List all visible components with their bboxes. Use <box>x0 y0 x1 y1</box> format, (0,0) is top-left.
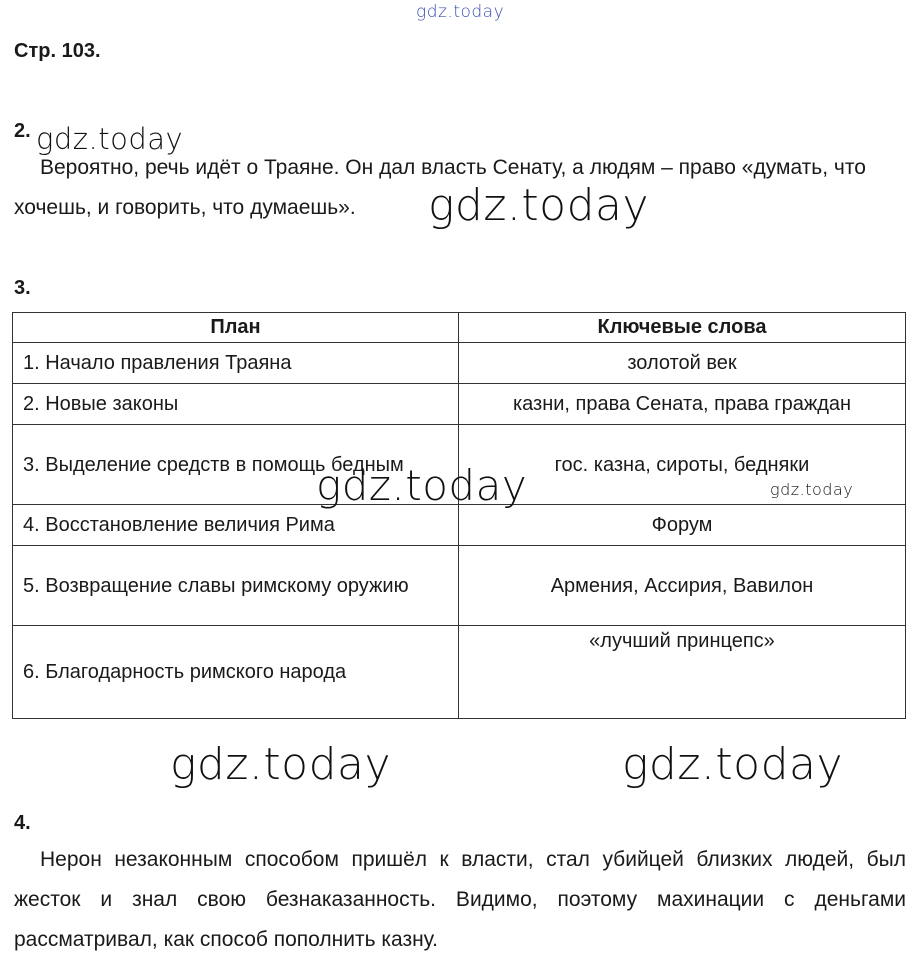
keywords-cell: казни, права Сената, права граждан <box>459 384 906 425</box>
plan-cell: 2. Новые законы <box>13 384 459 425</box>
plan-cell: 4. Восстановление величия Рима <box>13 505 459 546</box>
keywords-cell: Армения, Ассирия, Вавилон <box>459 546 906 626</box>
task2-number: 2. <box>14 120 31 142</box>
table-row <box>13 546 906 626</box>
page-header: Стр. 103. <box>14 40 101 62</box>
task3-number: 3. <box>14 277 31 299</box>
watermark: gdz.today <box>770 480 854 499</box>
watermark: gdz.today <box>622 739 844 790</box>
keywords-cell: золотой век <box>459 343 906 384</box>
task2-paragraph: Вероятно, речь идёт о Траяне. Он дал власть Сенату, а людям – право «думать, что хочешь, и говорить, что думаешь». <box>14 156 866 219</box>
table-header-row <box>13 313 906 343</box>
table-row <box>13 626 906 719</box>
watermark: gdz.today <box>36 122 184 156</box>
keywords-cell: гос. казна, сироты, бедняки <box>459 425 906 505</box>
table-row <box>13 505 906 546</box>
header-keywords: Ключевые слова <box>459 313 906 343</box>
task4-paragraph: Нерон незаконным способом пришёл к власти, стал убийцей близких людей, был жесток и знал свою безнаказанность. Видимо, поэтому махинации с деньгами рассматривал, как способ пополнить казну. <box>14 848 906 951</box>
watermark: gdz.today <box>428 180 650 231</box>
keywords-cell: «лучший принцепс» <box>459 626 906 719</box>
table-row <box>13 343 906 384</box>
watermark: gdz.today <box>316 461 528 510</box>
plan-cell: 6. Благодарность римского народа <box>13 626 459 719</box>
task4-number: 4. <box>14 812 31 834</box>
plan-table <box>12 312 906 719</box>
plan-cell: 1. Начало правления Траяна <box>13 343 459 384</box>
task4-text <box>14 840 906 960</box>
watermark-top: gdz.today <box>416 2 505 22</box>
plan-cell: 5. Возвращение славы римскому оружию <box>13 546 459 626</box>
table-row <box>13 384 906 425</box>
plan-cell: 3. Выделение средств в помощь бедным <box>13 425 459 505</box>
header-plan: План <box>13 313 459 343</box>
keywords-cell: Форум <box>459 505 906 546</box>
watermark: gdz.today <box>170 739 392 790</box>
